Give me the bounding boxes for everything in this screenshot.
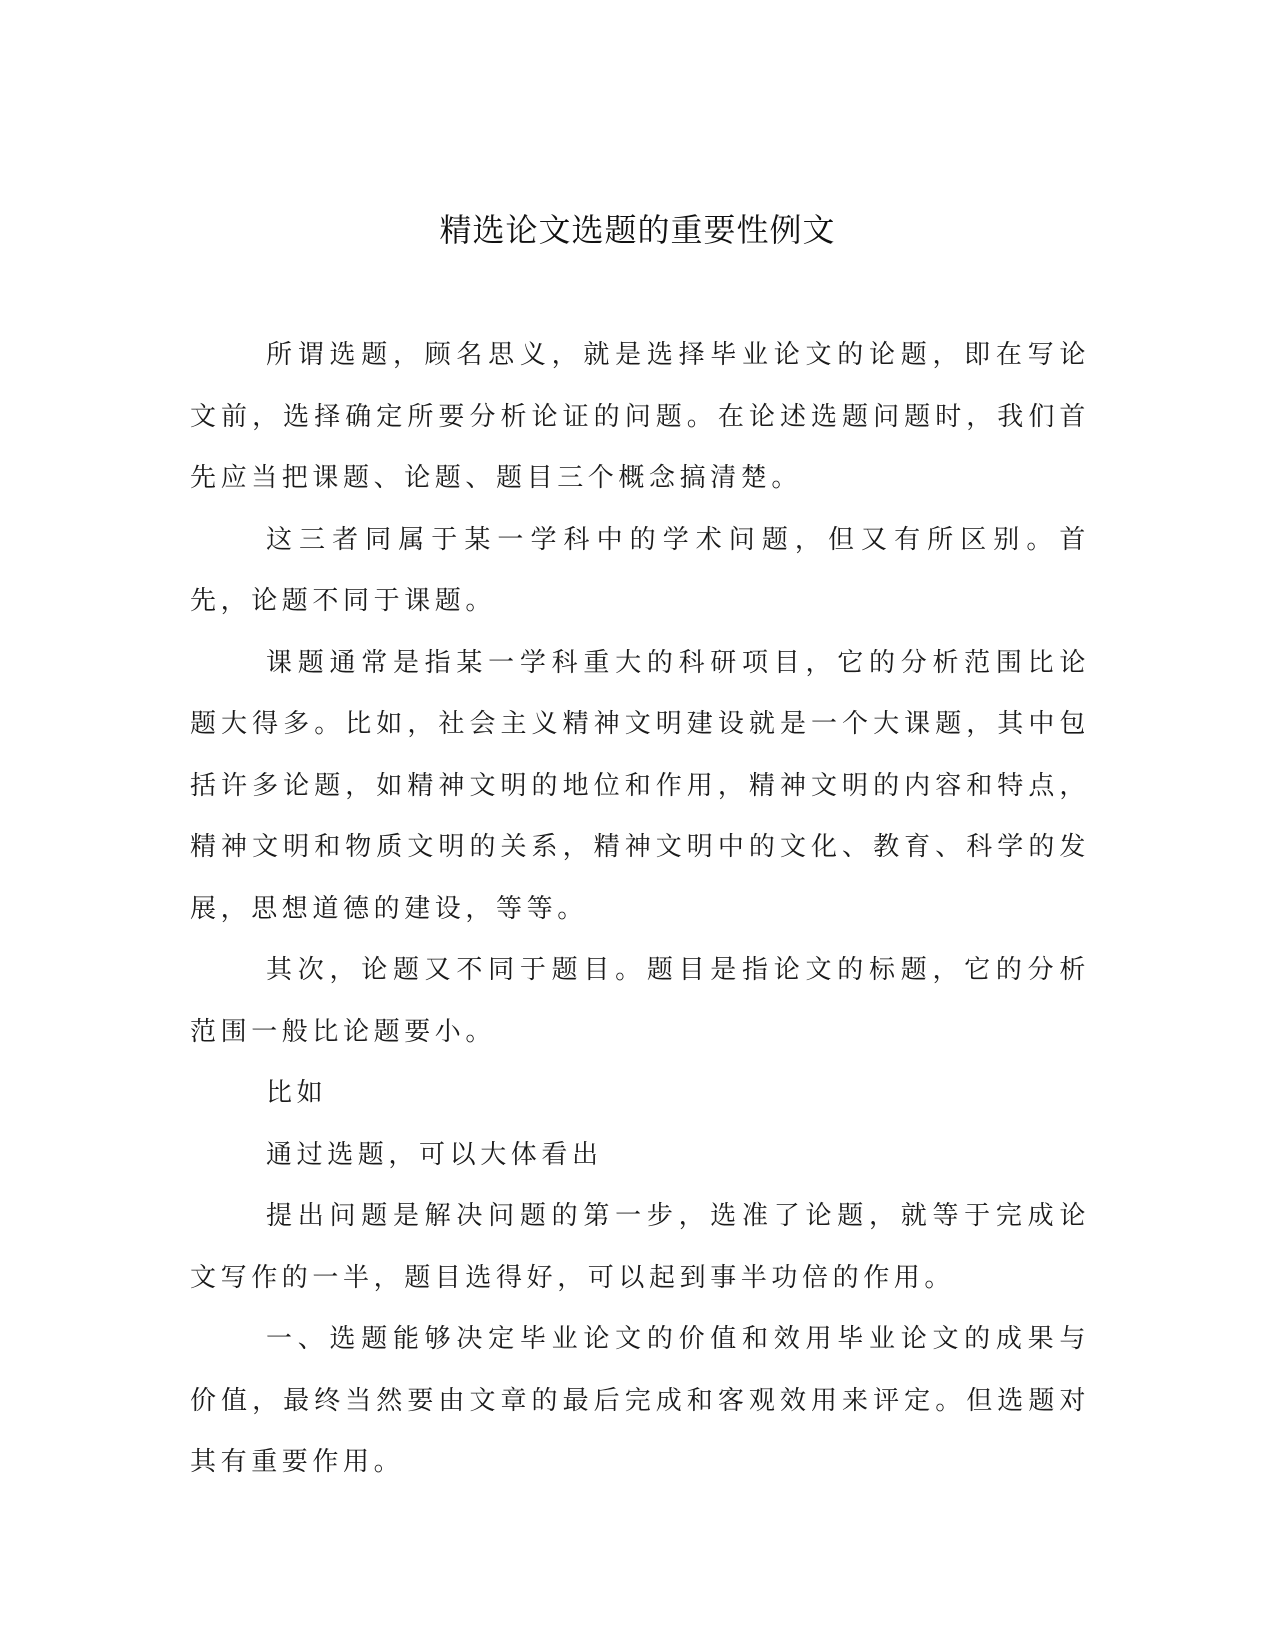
document-body xyxy=(190,325,1090,1494)
paragraph: 比如 xyxy=(266,1078,328,1108)
paragraph: 通过选题，可以大体看出 xyxy=(266,1139,603,1170)
document-title: 精选论文选题的重要性例文 xyxy=(439,211,836,249)
paragraph: 提出问题是解决问题的第一步，选准了论题，就等于完成论文写作的一半，题目选得好，可以起到事半功倍的作用。 xyxy=(190,1201,1090,1293)
paragraph: 一、选题能够决定毕业论文的价值和效用毕业论文的成果与价值，最终当然要由文章的最后完成和客观效用来评定。但选题对其有重要作用。 xyxy=(190,1324,1090,1477)
paragraph: 所谓选题，顾名思义，就是选择毕业论文的论题，即在写论文前，选择确定所要分析论证的问题。在论述选题问题时，我们首先应当把课题、论题、题目三个概念搞清楚。 xyxy=(190,340,1090,493)
paragraph: 其次，论题又不同于题目。题目是指论文的标题，它的分析范围一般比论题要小。 xyxy=(190,955,1090,1047)
paragraph: 课题通常是指某一学科重大的科研项目，它的分析范围比论题大得多。比如，社会主义精神文明建设就是一个大课题，其中包括许多论题，如精神文明的地位和作用，精神文明的内容和特点，精神文明和物质文明的关系，精神文明中的文化、教育、科学的发展，思想道德的建设，等等。 xyxy=(190,647,1090,924)
paragraph: 这三者同属于某一学科中的学术问题，但又有所区别。首先，论题不同于课题。 xyxy=(190,524,1090,616)
